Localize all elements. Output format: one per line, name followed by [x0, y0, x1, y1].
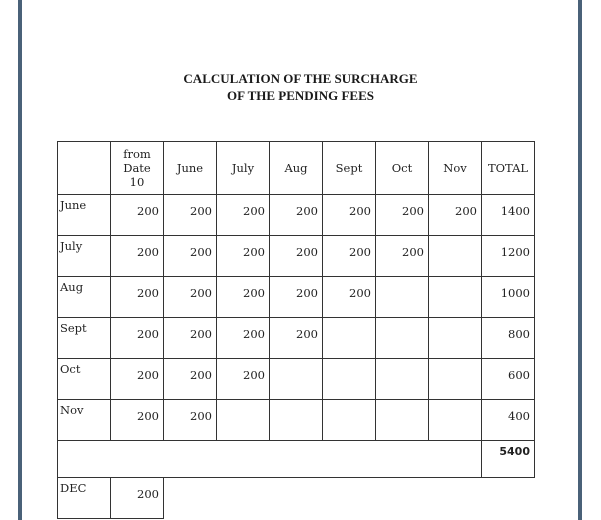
header-june: June [164, 142, 217, 195]
grand-total-spacer [58, 441, 482, 478]
extra-row-blank [164, 478, 535, 519]
cell-value [376, 400, 429, 441]
title-line-2: OF THE PENDING FEES [227, 88, 374, 103]
row-label: June [58, 195, 111, 236]
cell-value: 200 [164, 195, 217, 236]
header-total: TOTAL [482, 142, 535, 195]
cell-value [323, 400, 376, 441]
cell-value: 200 [111, 359, 164, 400]
cell-value: 200 [323, 236, 376, 277]
row-total: 600 [482, 359, 535, 400]
cell-value: 200 [111, 236, 164, 277]
cell-value [429, 236, 482, 277]
cell-value [429, 277, 482, 318]
cell-value [376, 277, 429, 318]
header-row [58, 142, 535, 195]
cell-value [429, 318, 482, 359]
cell-value [270, 400, 323, 441]
extra-row-value: 200 [111, 478, 164, 519]
row-label: Sept [58, 318, 111, 359]
row-label: Oct [58, 359, 111, 400]
row-total: 400 [482, 400, 535, 441]
cell-value: 200 [111, 195, 164, 236]
row-total: 1400 [482, 195, 535, 236]
extra-row-label: DEC [58, 478, 111, 519]
cell-value: 200 [217, 318, 270, 359]
header-july: July [217, 142, 270, 195]
cell-value: 200 [376, 195, 429, 236]
table-row [58, 195, 535, 236]
row-label: Aug [58, 277, 111, 318]
cell-value: 200 [111, 277, 164, 318]
cell-value: 200 [270, 318, 323, 359]
cell-value [270, 359, 323, 400]
cell-value: 200 [164, 318, 217, 359]
cell-value: 200 [270, 195, 323, 236]
header-aug: Aug [270, 142, 323, 195]
cell-value [376, 359, 429, 400]
surcharge-table [57, 141, 535, 519]
header-empty [58, 142, 111, 195]
header-oct: Oct [376, 142, 429, 195]
table-row [58, 359, 535, 400]
grand-total-row [58, 441, 535, 478]
table-row [58, 236, 535, 277]
cell-value [429, 400, 482, 441]
extra-row [58, 478, 535, 519]
cell-value: 200 [429, 195, 482, 236]
title-line-1: CALCULATION OF THE SURCHARGE [183, 71, 418, 86]
row-total: 1000 [482, 277, 535, 318]
cell-value: 200 [323, 277, 376, 318]
cell-value: 200 [111, 318, 164, 359]
cell-value: 200 [217, 236, 270, 277]
row-label: Nov [58, 400, 111, 441]
grand-total-value: 5400 [482, 441, 535, 478]
cell-value: 200 [217, 277, 270, 318]
row-total: 800 [482, 318, 535, 359]
cell-value: 200 [164, 400, 217, 441]
table-row [58, 400, 535, 441]
cell-value: 200 [270, 277, 323, 318]
cell-value [376, 318, 429, 359]
table-row [58, 318, 535, 359]
cell-value: 200 [217, 195, 270, 236]
cell-value [323, 318, 376, 359]
header-sept: Sept [323, 142, 376, 195]
cell-value: 200 [376, 236, 429, 277]
cell-value: 200 [164, 236, 217, 277]
cell-value: 200 [164, 277, 217, 318]
table-row [58, 277, 535, 318]
row-total: 1200 [482, 236, 535, 277]
cell-value [429, 359, 482, 400]
cell-value: 200 [164, 359, 217, 400]
header-nov: Nov [429, 142, 482, 195]
cell-value: 200 [270, 236, 323, 277]
header-from-date: from Date 10 [111, 142, 164, 195]
cell-value: 200 [217, 359, 270, 400]
cell-value: 200 [323, 195, 376, 236]
cell-value [323, 359, 376, 400]
cell-value: 200 [111, 400, 164, 441]
row-label: July [58, 236, 111, 277]
cell-value [217, 400, 270, 441]
